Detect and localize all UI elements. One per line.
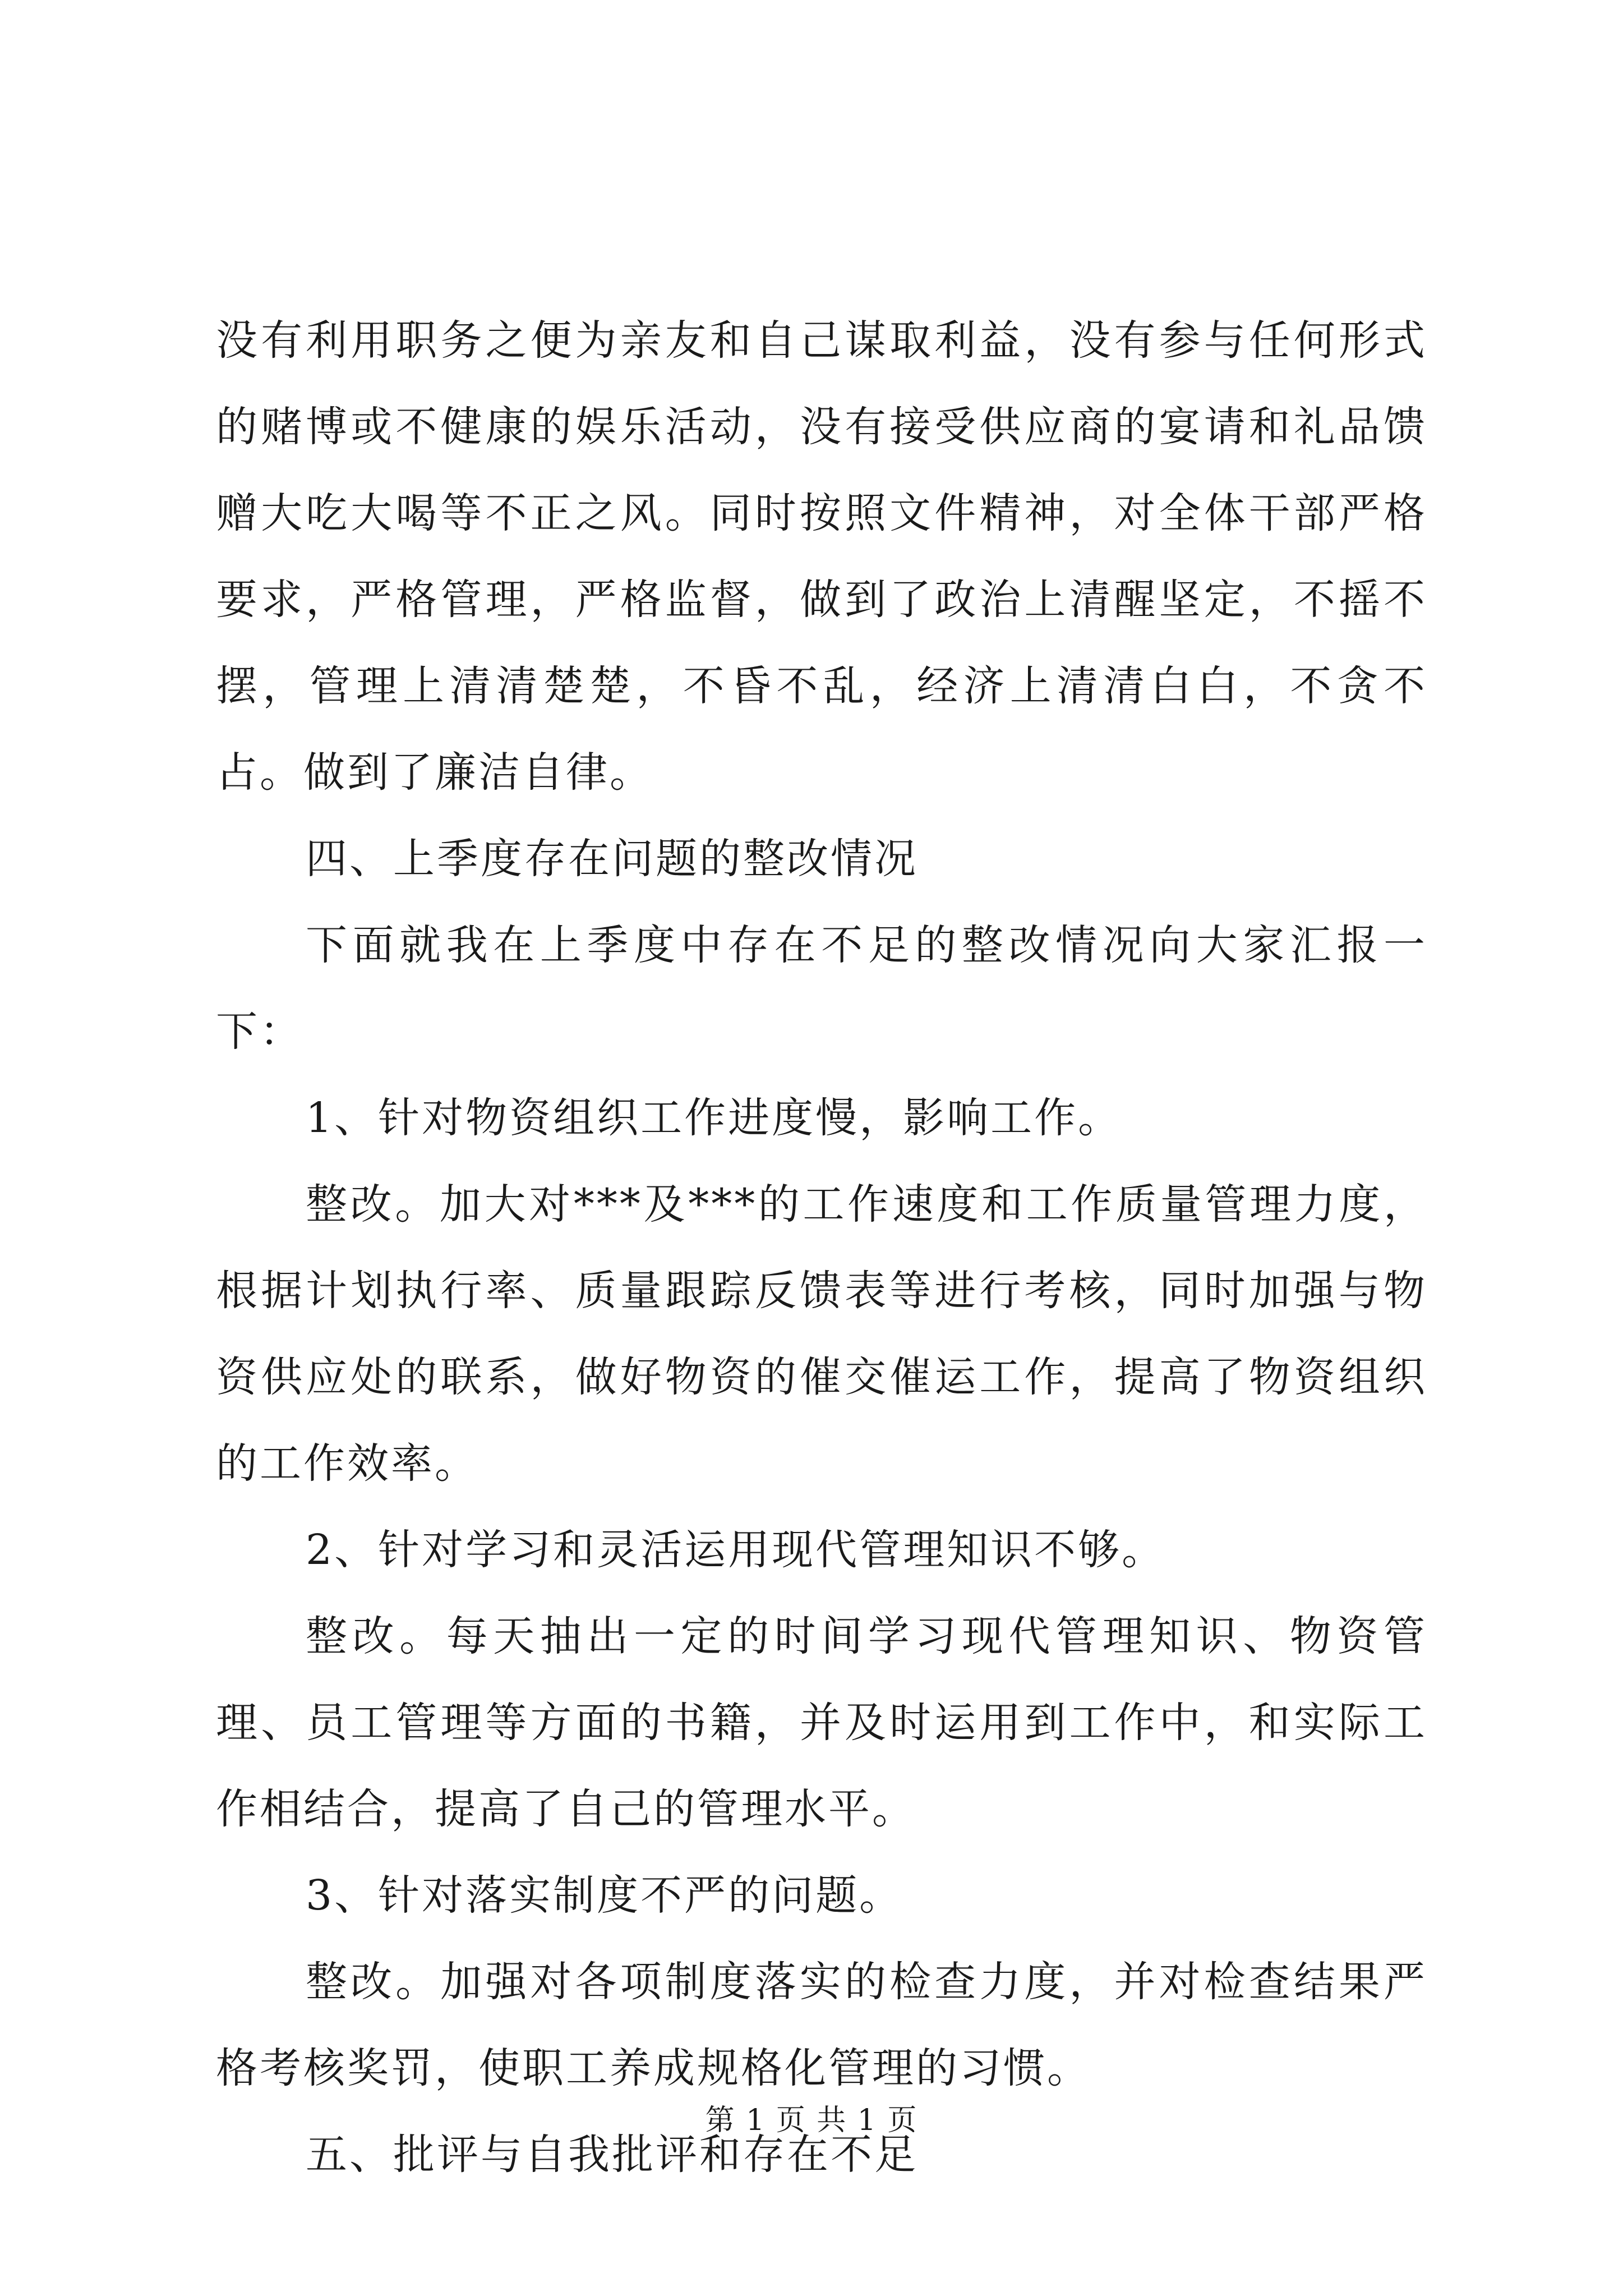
document-body — [216, 297, 1427, 2198]
section-heading: 五、批评与自我批评和存在不足 — [306, 2131, 918, 2179]
paragraph: 整改。加大对***及***的工作速度和工作质量管理力度，根据计划执行率、质量跟踪反馈表等进行考核，同时加强与物资供应处的联系，做好物资的催交催运工作，提高了物资组织的工作效率。 — [216, 1180, 1427, 1488]
list-item-heading: 1、针对物资组织工作进度慢，影响工作。 — [306, 1094, 1122, 1142]
list-item-heading: 3、针对落实制度不严的问题。 — [306, 1871, 903, 1920]
page-footer: 第 1 页 共 1 页 — [705, 2104, 918, 2137]
paragraph: 下面就我在上季度中存在不足的整改情况向大家汇报一下： — [216, 921, 1427, 1056]
paragraph: 没有利用职务之便为亲友和自己谋取利益，没有参与任何形式的赌博或不健康的娱乐活动，没有接受供应商的宴请和礼品馈赠大吃大喝等不正之风。同时按照文件精神，对全体干部严格要求，严格管理，严格监督，做到了政治上清醒坚定，不摇不摆，管理上清清楚楚，不昏不乱，经济上清清白白，不贪不占。做到了廉洁自律。 — [216, 316, 1427, 797]
paragraph: 整改。加强对各项制度落实的检查力度，并对检查结果严格考核奖罚，使职工养成规格化管理的习惯。 — [216, 1958, 1427, 2092]
list-item-heading: 2、针对学习和灵活运用现代管理知识不够。 — [306, 1526, 1166, 1574]
section-heading: 四、上季度存在问题的整改情况 — [306, 835, 918, 883]
paragraph: 整改。每天抽出一定的时间学习现代管理知识、物资管理、员工管理等方面的书籍，并及时运用到工作中，和实际工作相结合，提高了自己的管理水平。 — [216, 1612, 1427, 1833]
